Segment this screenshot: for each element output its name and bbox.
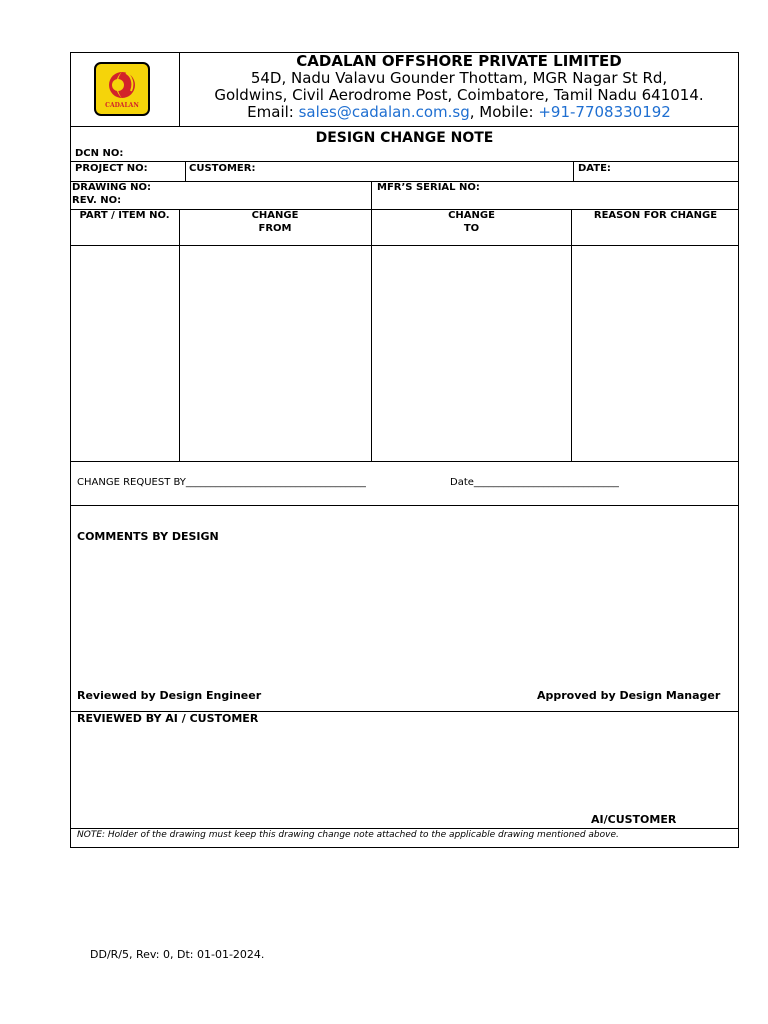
approved-by-design-manager: Approved by Design Manager <box>537 689 721 702</box>
comments-by-design-label: COMMENTS BY DESIGN <box>77 530 219 543</box>
mfr-serial-label: MFR’S SERIAL NO: <box>377 182 480 193</box>
col-part-item-no: PART / ITEM NO. <box>79 210 170 221</box>
ai-customer-signature-label: AI/CUSTOMER <box>591 813 677 826</box>
date-label: DATE: <box>578 163 611 174</box>
form-note: NOTE: Holder of the drawing must keep this drawing change note attached to the applicable drawing mentioned above. <box>77 830 619 840</box>
reviewed-by-ai-customer-label: REVIEWED BY AI / CUSTOMER <box>77 712 259 725</box>
row-line-request <box>70 505 739 506</box>
company-contact-line <box>180 104 738 121</box>
email-link[interactable]: sales@cadalan.com.sg <box>298 103 470 121</box>
cell-change-to[interactable] <box>372 246 570 460</box>
email-label: Email: <box>247 103 299 121</box>
col-change-to-1: CHANGE <box>448 210 495 221</box>
mobile-label: , Mobile: <box>469 103 539 121</box>
cell-part-item[interactable] <box>71 246 178 460</box>
cell-reason[interactable] <box>572 246 738 460</box>
document-reference: DD/R/5, Rev: 0, Dt: 01-01-2024. <box>90 948 265 961</box>
project-no-label: PROJECT NO: <box>75 163 148 174</box>
col-reason-for-change: REASON FOR CHANGE <box>593 210 718 221</box>
change-request-date: Date_____________________________ <box>450 477 619 488</box>
col-change-to-2: TO <box>463 223 480 234</box>
col-change-from-2: FROM <box>258 223 292 234</box>
form-title: DESIGN CHANGE NOTE <box>315 130 494 146</box>
company-address-line-2: Goldwins, Civil Aerodrome Post, Coimbatore, Tamil Nadu 641014. <box>214 86 704 104</box>
mobile-link[interactable]: +91-7708330192 <box>538 103 671 121</box>
project-customer-divider <box>185 161 186 181</box>
customer-date-divider <box>573 161 574 181</box>
company-logo <box>94 62 150 116</box>
dcn-no-label: DCN NO: <box>75 148 124 159</box>
col-change-from-1: CHANGE <box>251 210 299 221</box>
company-name: CADALAN OFFSHORE PRIVATE LIMITED <box>296 52 622 70</box>
rev-no-label: REV. NO: <box>72 195 122 206</box>
change-request-by: CHANGE REQUEST BY____________________________________ <box>77 477 366 488</box>
customer-label: CUSTOMER: <box>189 163 256 174</box>
row-line-dcn <box>70 161 739 162</box>
drawing-mfr-divider <box>371 181 372 209</box>
cell-change-from[interactable] <box>180 246 370 460</box>
row-line-data <box>70 461 739 462</box>
header-bottom-line <box>70 126 739 127</box>
logo-text: CADALAN <box>105 102 139 109</box>
reviewed-by-design-engineer: Reviewed by Design Engineer <box>77 689 262 702</box>
company-address-line-1: 54D, Nadu Valavu Gounder Thottam, MGR Nagar St Rd, <box>250 69 668 87</box>
drawing-no-label: DRAWING NO: <box>72 182 151 193</box>
